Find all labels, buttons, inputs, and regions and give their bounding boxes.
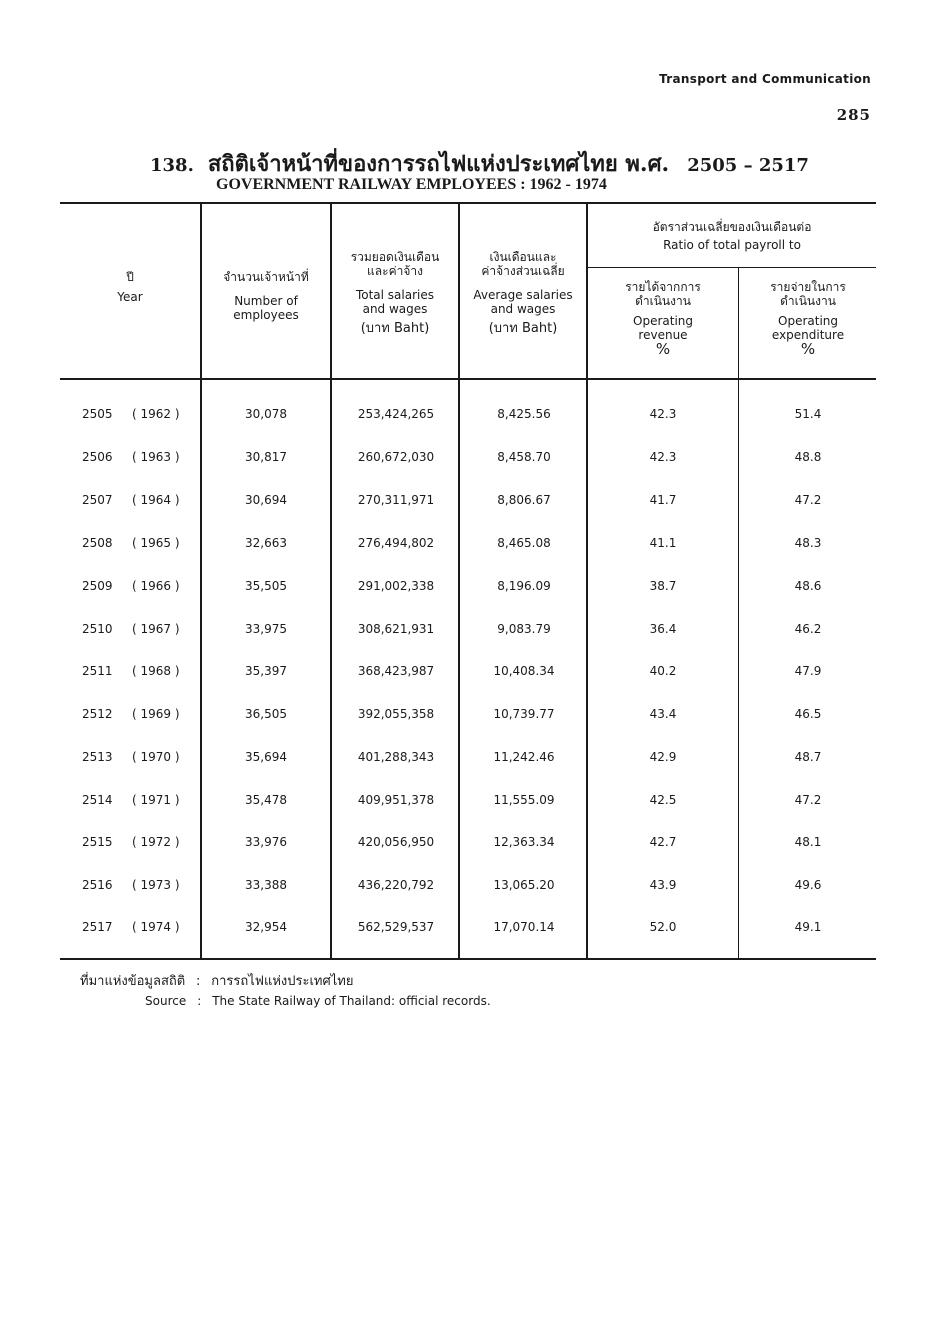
expenditure-ratio-cell: 47.2	[794, 493, 822, 507]
table-row	[60, 493, 876, 513]
average-cell: 8,458.70	[497, 450, 551, 464]
table-row	[60, 536, 876, 556]
expenditure-ratio-cell: 48.3	[794, 536, 822, 550]
employees-cell: 35,478	[245, 793, 287, 807]
year-ad: ( 1967 )	[132, 622, 180, 636]
salaries-cell: 260,672,030	[357, 450, 435, 464]
expenditure-ratio-cell: 47.2	[794, 793, 822, 807]
salaries-cell: 409,951,378	[357, 793, 435, 807]
source-value-english: The State Railway of Thailand: official records.	[212, 994, 491, 1008]
source-note-english: Source : The State Railway of Thailand: official records.	[145, 994, 491, 1008]
header-operating-revenue: รายได้จากการ ดำเนินงาน Operating revenue %	[625, 280, 701, 358]
employees-cell: 33,976	[245, 835, 287, 849]
expenditure-ratio-cell: 48.1	[794, 835, 822, 849]
year-be: 2508	[82, 536, 113, 550]
expenditure-ratio-cell: 48.6	[794, 579, 822, 593]
revenue-ratio-cell: 42.5	[649, 793, 677, 807]
year-be: 2506	[82, 450, 113, 464]
table-title-english: GOVERNMENT RAILWAY EMPLOYEES : 1962 - 1974	[216, 176, 607, 193]
year-be: 2515	[82, 835, 113, 849]
running-header: Transport and Communication	[659, 72, 871, 86]
expenditure-ratio-cell: 46.2	[794, 622, 822, 636]
header-year: ปี Year	[117, 270, 143, 304]
revenue-ratio-cell: 42.7	[649, 835, 677, 849]
salaries-cell: 253,424,265	[357, 407, 435, 421]
year-be: 2512	[82, 707, 113, 721]
expenditure-ratio-cell: 51.4	[794, 407, 822, 421]
header-employees: จำนวนเจ้าหน้าที่ Number of employees	[223, 270, 309, 322]
average-cell: 8,425.56	[497, 407, 551, 421]
expenditure-ratio-cell: 47.9	[794, 664, 822, 678]
employees-cell: 35,505	[245, 579, 287, 593]
employees-cell: 30,817	[245, 450, 287, 464]
header-bottom-rule	[60, 378, 876, 380]
year-ad: ( 1972 )	[132, 835, 180, 849]
table-row	[60, 750, 876, 770]
expenditure-ratio-cell: 48.8	[794, 450, 822, 464]
top-rule	[60, 202, 876, 204]
page-number: 285	[836, 106, 871, 124]
table-row	[60, 664, 876, 684]
average-cell: 10,739.77	[493, 707, 555, 721]
revenue-ratio-cell: 41.7	[649, 493, 677, 507]
bottom-rule	[60, 958, 876, 960]
table-row	[60, 707, 876, 727]
year-ad: ( 1969 )	[132, 707, 180, 721]
statistics-table	[60, 200, 876, 960]
table-row	[60, 793, 876, 813]
year-be: 2517	[82, 920, 113, 934]
salaries-cell: 420,056,950	[357, 835, 435, 849]
average-cell: 11,242.46	[493, 750, 555, 764]
ratio-subheader-rule	[588, 267, 876, 268]
average-cell: 8,465.08	[497, 536, 551, 550]
table-row	[60, 835, 876, 855]
revenue-ratio-cell: 36.4	[649, 622, 677, 636]
table-number: 138.	[150, 155, 194, 176]
revenue-ratio-cell: 38.7	[649, 579, 677, 593]
revenue-ratio-cell: 43.9	[649, 878, 677, 892]
expenditure-ratio-cell: 46.5	[794, 707, 822, 721]
year-be: 2509	[82, 579, 113, 593]
title-thai-years: 2505 – 2517	[687, 155, 809, 176]
employees-cell: 30,078	[245, 407, 287, 421]
employees-cell: 32,663	[245, 536, 287, 550]
revenue-ratio-cell: 41.1	[649, 536, 677, 550]
average-cell: 8,196.09	[497, 579, 551, 593]
year-ad: ( 1973 )	[132, 878, 180, 892]
table-row	[60, 878, 876, 898]
average-cell: 17,070.14	[493, 920, 555, 934]
employees-cell: 32,954	[245, 920, 287, 934]
salaries-cell: 392,055,358	[357, 707, 435, 721]
revenue-ratio-cell: 40.2	[649, 664, 677, 678]
employees-cell: 33,975	[245, 622, 287, 636]
salaries-cell: 291,002,338	[357, 579, 435, 593]
employees-cell: 36,505	[245, 707, 287, 721]
expenditure-ratio-cell: 49.6	[794, 878, 822, 892]
revenue-ratio-cell: 52.0	[649, 920, 677, 934]
header-ratio-group: อัตราส่วนเฉลี่ยของเงินเดือนต่อ Ratio of total payroll to	[652, 220, 812, 252]
employees-cell: 35,694	[245, 750, 287, 764]
year-ad: ( 1962 )	[132, 407, 180, 421]
year-ad: ( 1968 )	[132, 664, 180, 678]
year-be: 2510	[82, 622, 113, 636]
table-row	[60, 450, 876, 470]
source-label-english: Source	[145, 994, 187, 1008]
header-average-salaries: เงินเดือนและ ค่าจ้างส่วนเฉลี่ย Average salaries and wages (บาท Baht)	[473, 250, 573, 336]
salaries-cell: 308,621,931	[357, 622, 435, 636]
average-cell: 13,065.20	[493, 878, 555, 892]
employees-cell: 35,397	[245, 664, 287, 678]
average-cell: 11,555.09	[493, 793, 555, 807]
salaries-cell: 368,423,987	[357, 664, 435, 678]
table-row	[60, 622, 876, 642]
year-be: 2513	[82, 750, 113, 764]
salaries-cell: 436,220,792	[357, 878, 435, 892]
year-ad: ( 1964 )	[132, 493, 180, 507]
revenue-ratio-cell: 43.4	[649, 707, 677, 721]
revenue-ratio-cell: 42.3	[649, 407, 677, 421]
year-be: 2511	[82, 664, 113, 678]
salaries-cell: 562,529,537	[357, 920, 435, 934]
source-label-thai: ที่มาแห่งข้อมูลสถิติ	[80, 974, 186, 989]
salaries-cell: 276,494,802	[357, 536, 435, 550]
revenue-ratio-cell: 42.9	[649, 750, 677, 764]
year-be: 2516	[82, 878, 113, 892]
table-row	[60, 579, 876, 599]
header-operating-expenditure: รายจ่ายในการ ดำเนินงาน Operating expenditure %	[770, 280, 846, 358]
source-note-thai: ที่มาแห่งข้อมูลสถิติ : การรถไฟแห่งประเทศไทย	[80, 974, 354, 989]
expenditure-ratio-cell: 48.7	[794, 750, 822, 764]
expenditure-ratio-cell: 49.1	[794, 920, 822, 934]
year-be: 2505	[82, 407, 113, 421]
year-ad: ( 1974 )	[132, 920, 180, 934]
year-be: 2507	[82, 493, 113, 507]
year-ad: ( 1966 )	[132, 579, 180, 593]
employees-cell: 33,388	[245, 878, 287, 892]
table-row	[60, 407, 876, 427]
salaries-cell: 401,288,343	[357, 750, 435, 764]
year-be: 2514	[82, 793, 113, 807]
revenue-ratio-cell: 42.3	[649, 450, 677, 464]
average-cell: 10,408.34	[493, 664, 555, 678]
year-ad: ( 1965 )	[132, 536, 180, 550]
source-value-thai: การรถไฟแห่งประเทศไทย	[211, 974, 354, 989]
employees-cell: 30,694	[245, 493, 287, 507]
average-cell: 8,806.67	[497, 493, 551, 507]
header-total-salaries: รวมยอดเงินเดือน และค่าจ้าง Total salaries and wages (บาท Baht)	[350, 250, 440, 336]
average-cell: 9,083.79	[497, 622, 551, 636]
average-cell: 12,363.34	[493, 835, 555, 849]
year-ad: ( 1970 )	[132, 750, 180, 764]
year-ad: ( 1963 )	[132, 450, 180, 464]
year-ad: ( 1971 )	[132, 793, 180, 807]
title-thai-text: สถิติเจ้าหน้าที่ของการรถไฟแห่งประเทศไทย พ.ศ.	[207, 151, 670, 177]
salaries-cell: 270,311,971	[357, 493, 435, 507]
table-row	[60, 920, 876, 940]
